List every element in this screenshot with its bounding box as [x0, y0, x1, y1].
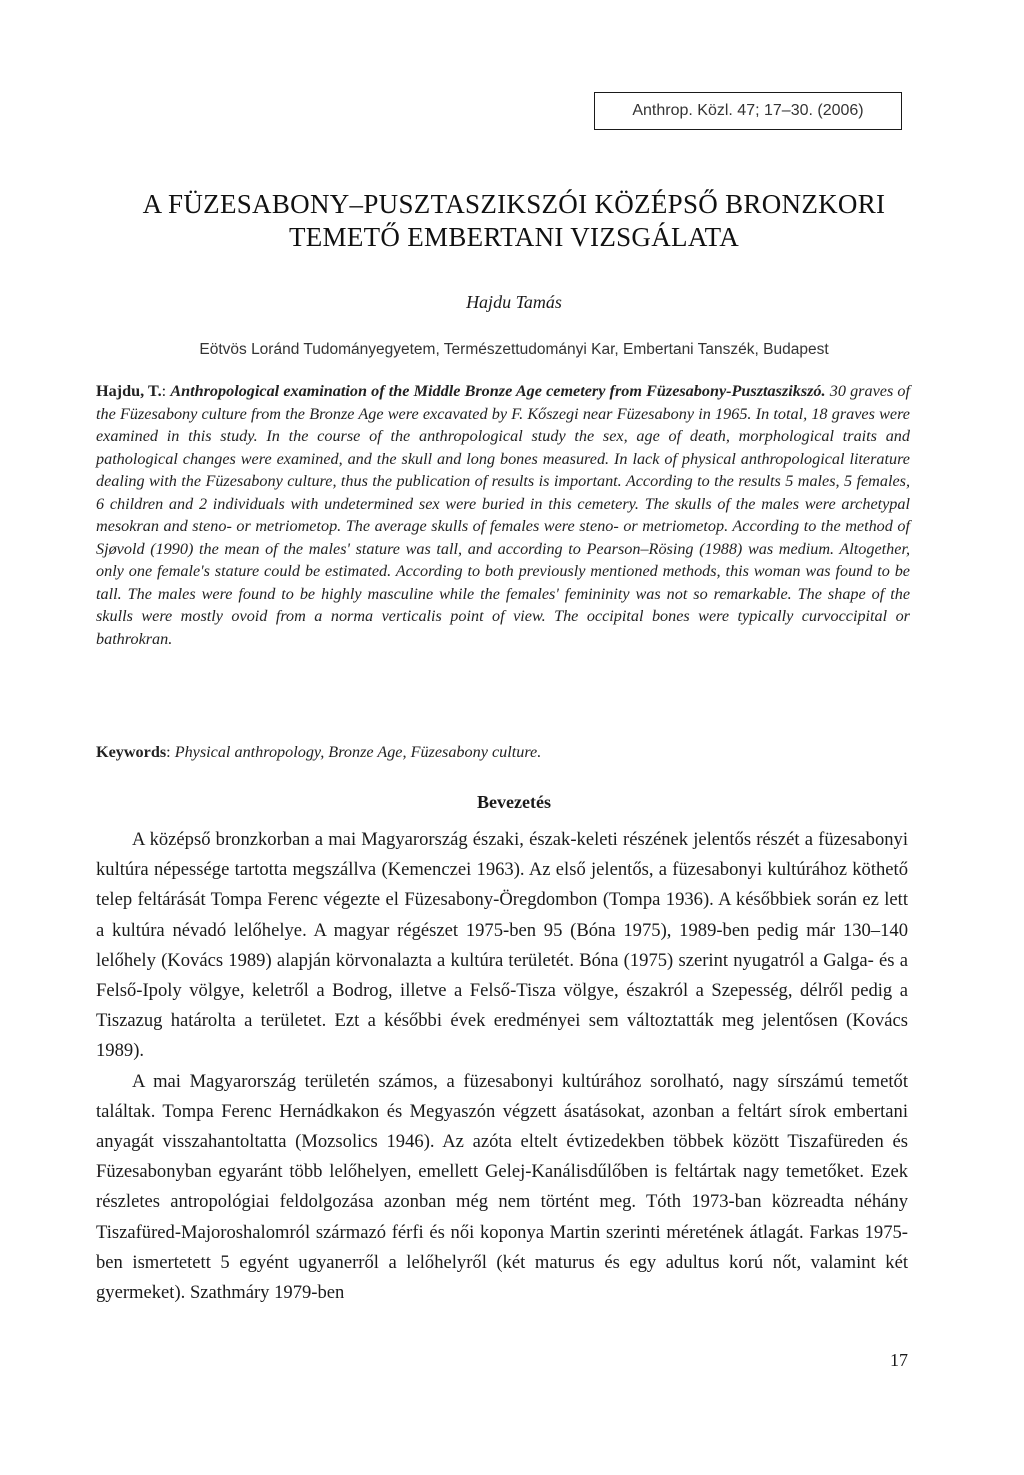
abstract-author: Hajdu, T. — [96, 382, 162, 400]
section-heading: Bevezetés — [477, 792, 551, 812]
paragraph: A középső bronzkorban a mai Magyarország északi, észak-keleti részének jelentős részét a füzesabonyi kultúra népessége tartotta megszállva (Kemenczei 1963). Az első jelentős, a füzesabonyi kultúrához köthető telep feltárását Tompa Ferenc végezte el Füzesabony-Öregdombon (Tompa 1936). A későbbiek során ez lett a kultúra névadó lelőhelye. A magyar régészet 1975-ben 95 (Bóna 1975), 1989-ben pedig már 130–140 lelőhely (Kovács 1989) alapján körvonalazta a kultúra területét. Bóna (1975) szerint nyugatról a Galga- és a Felső-Ipoly völgye, keletről a Bodrog, illetve a Felső-Tisza völgye, északról a Szepesség, délről pedig a Tiszazug határolta a területet. Ezt a későbbi évek eredményei sem változtatták meg jelentősen (Kovács 1989). — [96, 829, 908, 1062]
paragraph: A mai Magyarország területén számos, a füzesabonyi kultúrához sorolható, nagy sírszámú temetőt találtak. Tompa Ferenc Hernádkakon és Megyaszón végzett ásatásokat, azonban a feltárt sírok embertani anyagát visszahantoltatta (Mozsolics 1946). Az azóta eltelt évtizedekben többek között Tiszafüreden és Füzesabonyban egyaránt több lelőhelyen, emellett Gelej-Kanálisdűlőben is feltártak nagy temetőket. Ezek részletes antropológiai feldolgozása azonban még nem történt meg. Tóth 1973-ban közreadta néhány Tiszafüred-Majoroshalomról származó férfi és női koponya Martin szerinti méretének átlagát. Farkas 1975-ben ismertetett 5 egyént ugyanerről a lelőhelyről (két maturus és egy adultus korú nőt, valamint két gyermeket). Szathmáry 1979-ben — [96, 1070, 908, 1304]
journal-reference-box — [594, 92, 902, 130]
title-line-2: TEMETŐ EMBERTANI VIZSGÁLATA — [288, 222, 740, 252]
abstract-body: 30 graves of the Füzesabony culture from the Bronze Age were excavated by F. Kőszegi near Füzesabony in 1965. In total, 18 graves were examined in this study. In the course of the anthropological study the sex, age of death, morphological traits and pathological changes were examined, and the skull and long bones measured. In lack of physical anthropological literature dealing with the Füzesabony culture, thus the publication of results is important. According to the results 5 males, 5 females, 6 children and 2 individuals with undetermined sex were buried in this cemetery. The skulls of the males were archetypal mesokran and steno- or metriometop. The average skulls of females were steno- or metriometop. According to the method of Sjøvold (1990) the mean of the males' stature was tall, and according to Pearson–Rösing (1988) was medium. Altogether, only one female's stature could be estimated. According to both previously mentioned methods, this woman was found to be tall. The males were found to be highly masculine while the females' femininity was not so remarkable. The shape of the skulls were mostly ovoid from a norma verticalis point of view. The occipital bones were typically curvoccipital or bathrokran. — [96, 382, 911, 648]
page-number: 17 — [890, 1350, 908, 1370]
abstract — [96, 380, 910, 650]
article-title — [80, 188, 948, 254]
keywords-label: Keywords — [96, 743, 167, 761]
author-affiliation: Eötvös Loránd Tudományegyetem, Természettudományi Kar, Embertani Tanszék, Budapest — [199, 341, 829, 358]
title-line-1: A FÜZESABONY–PUSZTASZIKSZÓI KÖZÉPSŐ BRONZKORI — [142, 189, 886, 219]
abstract-title: Anthropological examination of the Middle Bronze Age cemetery from Füzesabony-Pusztaszikszó. — [170, 382, 826, 400]
journal-reference: Anthrop. Közl. 47; 17–30. (2006) — [632, 102, 864, 119]
keywords-text: Physical anthropology, Bronze Age, Füzesabony culture. — [174, 743, 542, 761]
body-text — [96, 825, 908, 1308]
keywords-separator: : — [166, 743, 175, 761]
author-name: Hajdu Tamás — [466, 292, 562, 312]
keywords — [96, 741, 910, 764]
abstract-separator: : — [161, 382, 171, 400]
